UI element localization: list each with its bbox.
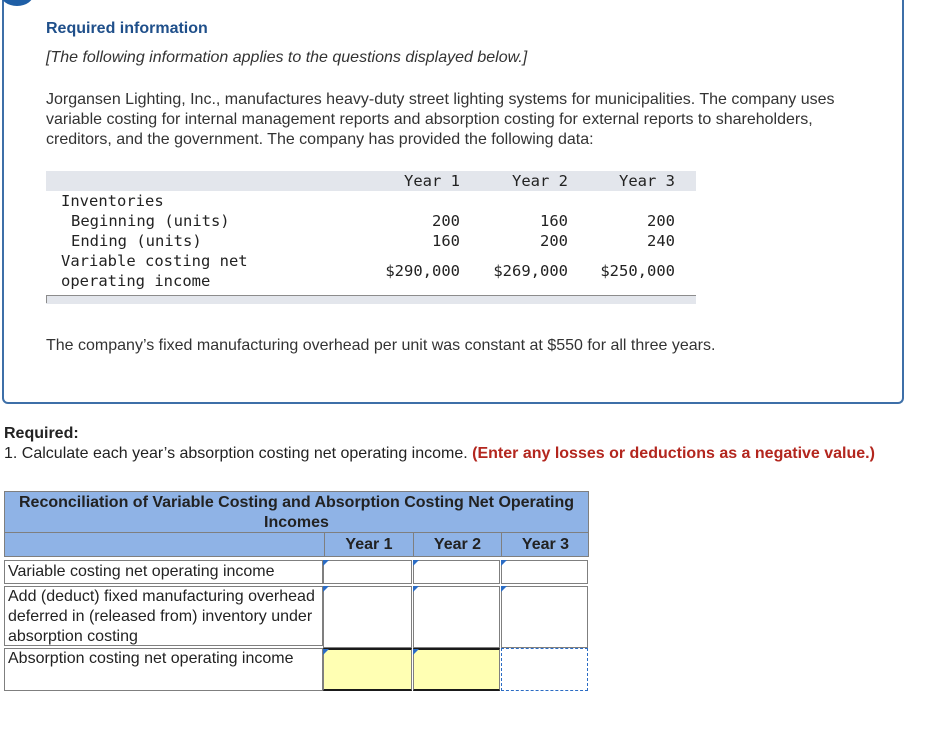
beginning-year-2: 160	[540, 212, 568, 230]
cell-marker-icon	[323, 649, 329, 655]
vc-income-year-3-input[interactable]	[501, 560, 588, 584]
negative-value-hint: (Enter any losses or deductions as a negative value.)	[472, 445, 875, 462]
cell-marker-icon	[323, 586, 329, 592]
col-year-3: Year 3	[619, 172, 675, 190]
cell-marker-icon	[501, 586, 507, 592]
reconciliation-header-row	[4, 533, 589, 557]
vc-income-year-1: $290,000	[385, 262, 460, 280]
data-table-footer	[46, 295, 696, 304]
fixed-overhead-year-1-field[interactable]	[324, 587, 411, 647]
fixed-overhead-note: The company’s fixed manufacturing overhead per unit was constant at $550 for all three years.	[46, 337, 716, 354]
ac-income-year-2-output	[413, 648, 500, 691]
beginning-year-3: 200	[647, 212, 675, 230]
fixed-overhead-year-3-field[interactable]	[502, 587, 587, 647]
vc-income-year-1-field[interactable]	[324, 561, 411, 583]
reconciliation-title: Reconciliation of Variable Costing and Absorption Costing Net Operating Incomes	[4, 491, 589, 533]
question-badge-icon	[0, 0, 34, 6]
cell-marker-icon	[323, 560, 329, 566]
vc-income-year-1-input[interactable]	[323, 560, 412, 584]
fixed-overhead-year-3-input[interactable]	[501, 586, 588, 648]
fixed-overhead-year-2-input[interactable]	[413, 586, 500, 648]
cell-marker-icon	[413, 649, 419, 655]
info-note: [The following information applies to the questions displayed below.]	[46, 49, 528, 66]
row-label-vc-income: Variable costing net operating income	[4, 560, 323, 584]
ending-year-3: 240	[647, 232, 675, 250]
required-label: Required:	[4, 425, 79, 442]
recon-col-year-3: Year 3	[501, 533, 589, 556]
ac-income-year-3-output	[501, 648, 588, 691]
inventories-label: Inventories	[61, 192, 164, 210]
col-year-2: Year 2	[512, 172, 568, 190]
vc-income-year-3: $250,000	[600, 262, 675, 280]
ending-year-1: 160	[432, 232, 460, 250]
vc-income-year-2: $269,000	[493, 262, 568, 280]
cell-marker-icon	[501, 560, 507, 566]
beginning-year-1: 200	[432, 212, 460, 230]
intro-paragraph: Jorgansen Lighting, Inc., manufactures heavy-duty street lighting systems for municipalities. The company uses variable costing for internal management reports and absorption costing for external reports to shareholders, creditors, and the government. The company has provided the following data:	[46, 91, 835, 148]
recon-col-year-2: Year 2	[413, 533, 501, 556]
row-label-fixed-overhead: Add (deduct) fixed manufacturing overhead deferred in (released from) inventory under absorption costing	[4, 586, 323, 646]
cell-marker-icon	[413, 586, 419, 592]
cell-marker-icon	[413, 560, 419, 566]
vc-income-label-line2: operating income	[61, 272, 211, 290]
row-label-ac-income: Absorption costing net operating income	[4, 648, 323, 691]
fixed-overhead-year-2-field[interactable]	[414, 587, 499, 647]
vc-income-year-3-field[interactable]	[502, 561, 587, 583]
required-information-title: Required information	[46, 20, 208, 37]
col-year-1: Year 1	[404, 172, 460, 190]
beginning-label: Beginning (units)	[71, 212, 230, 230]
recon-col-year-1: Year 1	[324, 533, 413, 556]
required-instruction	[4, 445, 875, 463]
fixed-overhead-year-1-input[interactable]	[323, 586, 412, 648]
ac-income-year-1-output	[323, 648, 412, 691]
ending-year-2: 200	[540, 232, 568, 250]
vc-income-year-2-field[interactable]	[414, 561, 499, 583]
vc-income-label-line1: Variable costing net	[61, 252, 248, 270]
vc-income-year-2-input[interactable]	[413, 560, 500, 584]
ending-label: Ending (units)	[71, 232, 202, 250]
data-table-footer-tick	[46, 295, 47, 303]
required-question: 1. Calculate each year’s absorption costing net operating income.	[4, 445, 468, 462]
